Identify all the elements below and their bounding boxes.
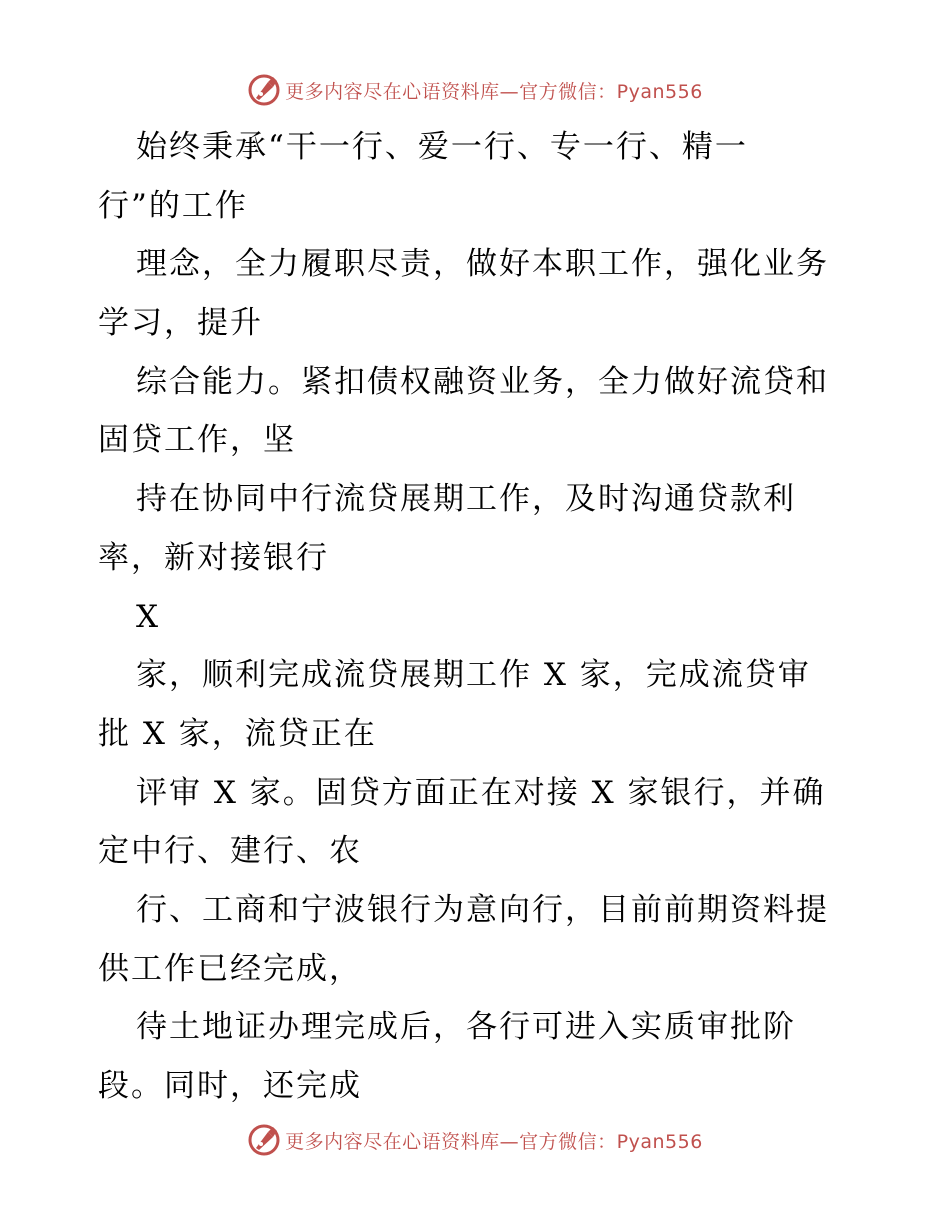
text-line: X xyxy=(136,598,161,635)
document-body xyxy=(98,118,858,1116)
text-line: 行、工商和宁波银行为意向行，目前前期资料提 xyxy=(136,891,829,928)
header-watermark xyxy=(0,70,950,110)
text-line: 行”的工作 xyxy=(98,187,248,224)
text-line: 学习，提升 xyxy=(98,305,263,342)
text-line: 率，新对接银行 xyxy=(98,539,329,576)
text-line: 始终秉承“干一行、爱一行、专一行、精一 xyxy=(136,129,748,165)
footer-watermark xyxy=(0,1120,950,1160)
watermark-text: 更多内容尽在心语资料库—官方微信：Pyan556 xyxy=(285,80,703,103)
text-line: 供工作已经完成， xyxy=(98,950,362,987)
text-line: 综合能力。紧扣债权融资业务，全力做好流贷和 xyxy=(136,363,829,400)
pen-nib-logo-icon xyxy=(247,1123,281,1157)
text-line: 待土地证办理完成后，各行可进入实质审批阶 xyxy=(136,1009,796,1046)
pen-nib-logo-icon xyxy=(247,73,281,107)
text-line: 批 X 家，流贷正在 xyxy=(98,715,377,752)
text-line: 理念，全力履职尽责，做好本职工作，强化业务 xyxy=(136,246,829,283)
text-line: 持在协同中行流贷展期工作，及时沟通贷款利 xyxy=(136,481,796,518)
text-line: 评审 X 家。固贷方面正在对接 X 家银行，并确 xyxy=(136,774,826,811)
watermark-text: 更多内容尽在心语资料库—官方微信：Pyan556 xyxy=(285,1130,703,1153)
text-line: 定中行、建行、农 xyxy=(98,833,362,870)
text-line: 家，顺利完成流贷展期工作 X 家，完成流贷审 xyxy=(136,657,811,694)
text-line: 段。同时，还完成 xyxy=(98,1068,362,1104)
text-line: 固贷工作，坚 xyxy=(98,422,296,459)
